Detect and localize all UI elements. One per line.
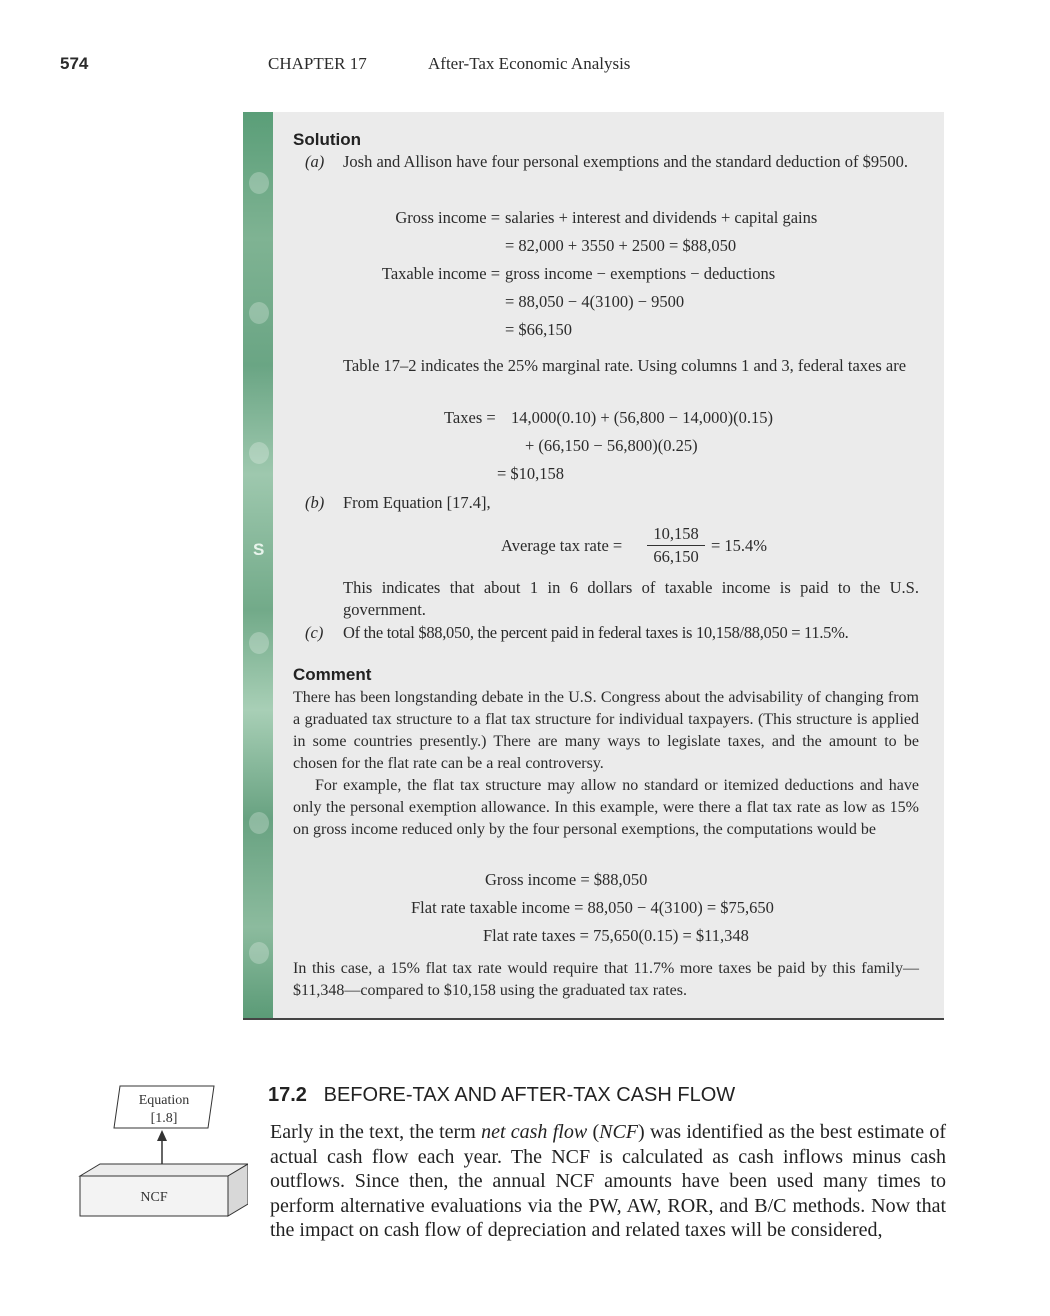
taxable-income-rhs2: = 88,050 − 4(3100) − 9500 (505, 292, 685, 311)
taxable-income-lhs: Taxable income = (381, 264, 500, 283)
avg-tax-rate-denominator: 66,150 (653, 547, 699, 566)
comment-heading: Comment (293, 665, 372, 684)
comment-paragraph-3: In this case, a 15% flat tax rate would require that 11.7% more taxes be paid by this family—$11,348—compared to $10,158 using the graduated tax rates. (293, 960, 919, 999)
section-title: BEFORE-TAX AND AFTER-TAX CASH FLOW (323, 1084, 736, 1106)
section-text-part: ) was identified as the best estimate of actual cash flow each year. The NCF is calculated as cash inflows minus cash outflows. Since then, the annual NCF amounts have been used many times to perform alternative evaluations via the PW, AW, ROR, and B/C methods. Now that the impact on cash flow of depreciation and related taxes will be considered, (270, 1121, 947, 1241)
part-a-text: Josh and Allison have four personal exemptions and the standard deduction of $9500. (343, 152, 909, 171)
part-c-label: (c) (305, 623, 324, 642)
running-title: After-Tax Economic Analysis (428, 54, 631, 73)
section-heading (268, 1084, 735, 1107)
ncf-block-label: NCF (140, 1190, 168, 1205)
taxes-rhs2: + (66,150 − 56,800)(0.25) (525, 436, 698, 455)
comment-paragraph-2: For example, the flat tax structure may allow no standard or itemized deductions and have only the personal exemption allowance. In this example, were there a flat tax rate as low as 15% on gross income reduced only by the four personal exemptions, the computations would be (293, 777, 919, 838)
avg-tax-rate-rhs: = 15.4% (711, 536, 768, 555)
section-text-part: ( (587, 1121, 600, 1143)
taxes-rhs3: = $10,158 (497, 464, 565, 483)
section-paragraph (270, 1120, 946, 1243)
arrow-up-icon (157, 1130, 167, 1141)
section-abbreviation: NCF (599, 1121, 639, 1143)
flat-taxable-income: Flat rate taxable income = 88,050 − 4(3100) = $75,650 (411, 898, 774, 917)
table-reference-text: Table 17–2 indicates the 25% marginal rate. Using columns 1 and 3, federal taxes are (343, 356, 907, 375)
taxable-income-rhs3: = $66,150 (505, 320, 573, 339)
ncf-block-top (80, 1164, 248, 1176)
ncf-equation-diagram (78, 1084, 248, 1218)
running-chapter: CHAPTER 17 (268, 54, 367, 73)
gross-income-rhs2: = 82,000 + 3550 + 2500 = $88,050 (505, 236, 737, 255)
sidebar-letter: S (253, 540, 265, 559)
part-b-text: From Equation [17.4], (343, 493, 491, 512)
equation-tag-line1: Equation (138, 1093, 190, 1108)
example-solution-box (243, 112, 944, 1020)
part-b-label: (b) (305, 493, 325, 512)
section-term: net cash flow (481, 1121, 588, 1143)
gross-income-rhs1: salaries + interest and dividends + capital gains (505, 208, 818, 227)
taxes-lhs: Taxes = (444, 408, 496, 427)
avg-tax-rate-numerator: 10,158 (653, 524, 699, 543)
section-number: 17.2 (268, 1084, 307, 1106)
page-number: 574 (60, 54, 89, 73)
flat-gross-income: Gross income = $88,050 (485, 870, 648, 889)
solution-heading: Solution (293, 130, 361, 149)
part-c-text: Of the total $88,050, the percent paid in federal taxes is 10,158/88,050 = 11.5%. (343, 623, 849, 642)
flat-rate-taxes: Flat rate taxes = 75,650(0.15) = $11,348 (483, 926, 749, 945)
avg-tax-rate-lhs: Average tax rate = (501, 536, 623, 555)
taxes-rhs1: 14,000(0.10) + (56,800 − 14,000)(0.15) (511, 408, 773, 427)
gross-income-lhs: Gross income = (395, 208, 500, 227)
part-b-note: This indicates that about 1 in 6 dollars of taxable income is paid to the U.S. government. (343, 578, 919, 619)
section-text-part: Early in the text, the term (270, 1121, 482, 1143)
comment-paragraph-1: There has been longstanding debate in the U.S. Congress about the advisability of changing from a graduated tax structure to a flat tax structure for individual taxpayers. (This structure is applied in some countries presently.) There are many ways to legislate taxes, and the amount to be chosen for the flat rate can be a real controversy. (293, 689, 919, 772)
equation-tag-line2: [1.8] (150, 1111, 178, 1126)
part-a-label: (a) (305, 152, 325, 171)
decorative-sidebar (243, 112, 273, 1018)
fraction-bar (647, 545, 705, 546)
taxable-income-rhs1: gross income − exemptions − deductions (505, 264, 776, 283)
